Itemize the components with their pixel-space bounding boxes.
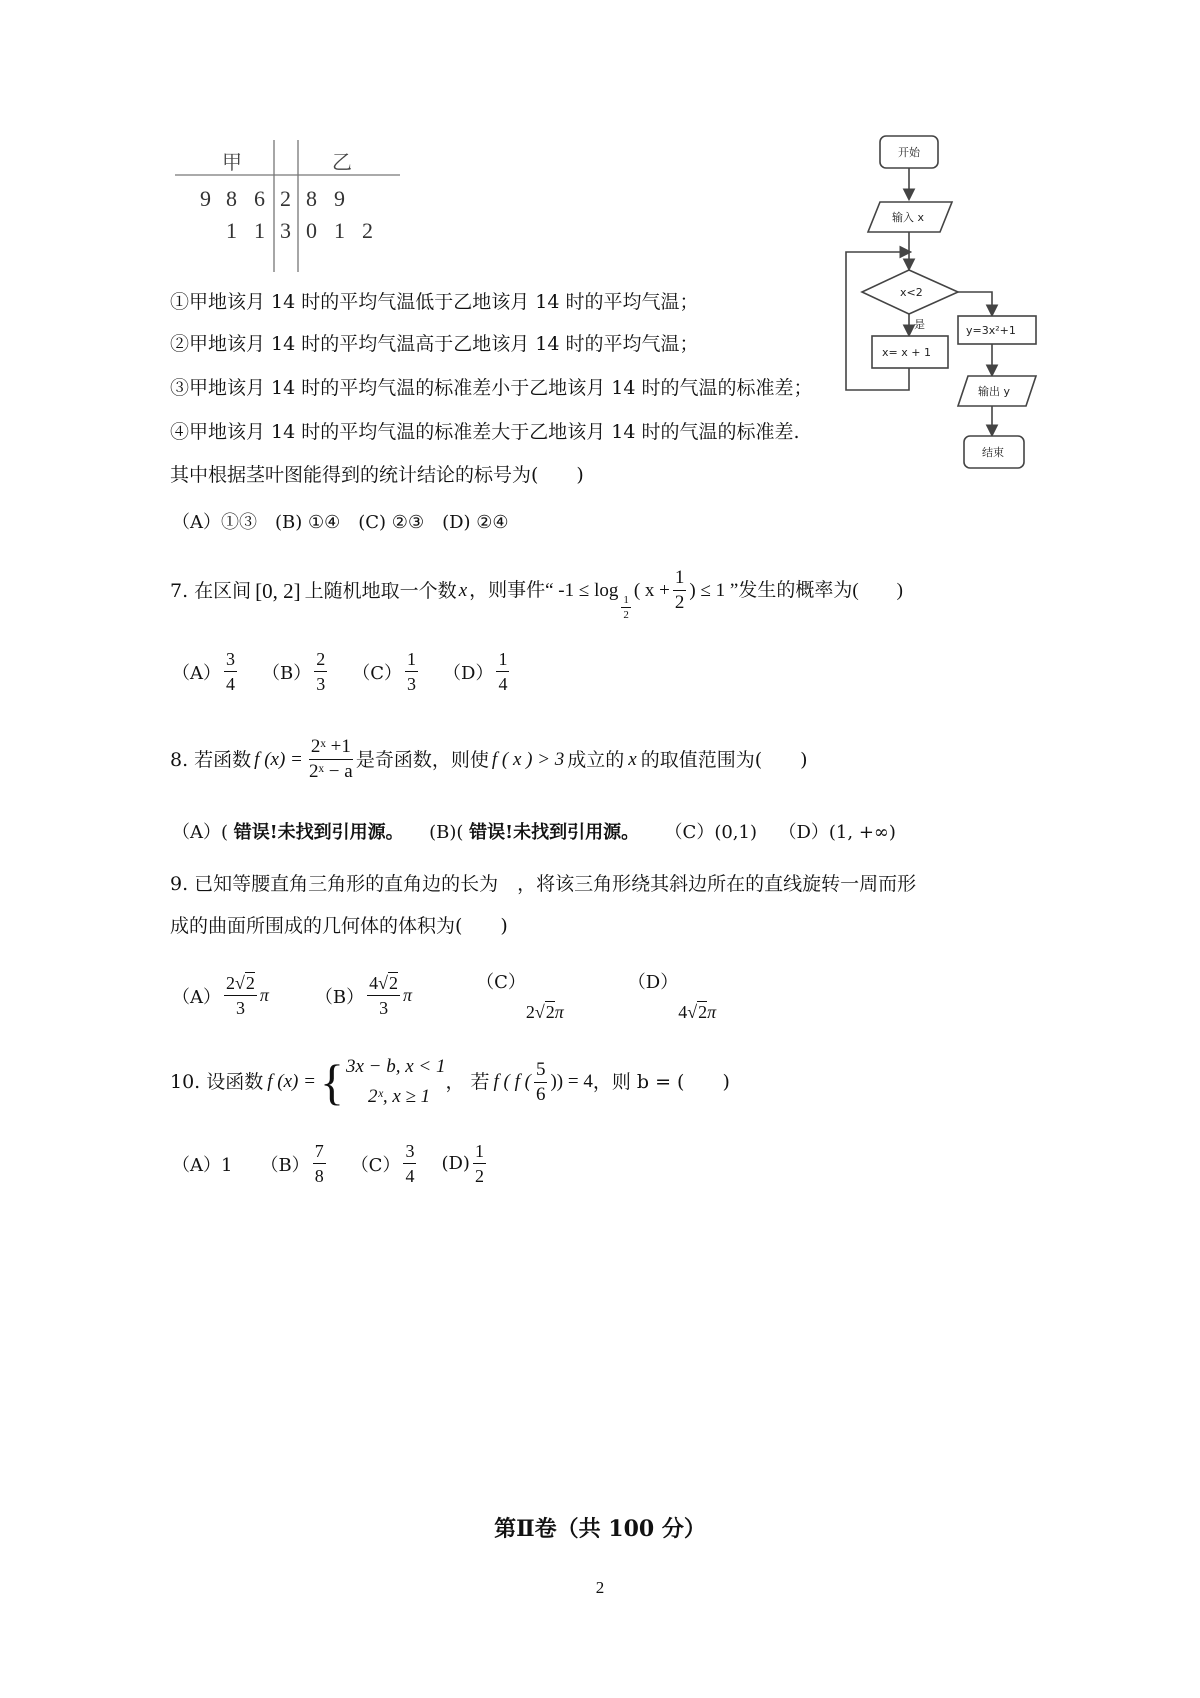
q8-question: [170, 736, 808, 783]
statement-4: ④甲地该月 14 时的平均气温的标准差大于乙地该月 14 时的气温的标准差.: [170, 421, 800, 443]
statement-2: ②甲地该月 14 时的平均气温高于乙地该月 14 时的平均气温；: [170, 333, 699, 355]
q7-option-a-den: 4: [226, 674, 235, 694]
q9-option-b-rad: 2: [389, 973, 399, 993]
q6-options: （A）①③ (B) ①④ (C) ②③ (D) ②④: [172, 512, 509, 533]
stem-leaf-header-left: 甲: [222, 150, 242, 174]
flowchart-yes-label: 是: [914, 318, 925, 331]
q9-option-a-label: （A）: [172, 986, 221, 1008]
q10-option-d-label: (D): [441, 1153, 470, 1174]
q9-option-d-label: （D）: [627, 972, 679, 993]
leaf-right: 8: [306, 186, 317, 211]
q9-option-b-frac: [367, 972, 400, 1019]
flowchart-input-label: 输入 x: [892, 211, 925, 224]
q7-half: [673, 567, 687, 614]
q8-mid: 是奇函数，则使: [355, 748, 489, 771]
q7-prefix: 7. 在区间: [170, 579, 252, 602]
q10-option-d-frac: [473, 1140, 486, 1187]
flowchart-end-label: 结束: [982, 446, 1004, 459]
q7-question: [170, 560, 903, 621]
leaf-right: 0: [306, 218, 317, 243]
q8-frac: [309, 736, 353, 783]
q6-prompt: 其中根据茎叶图能得到的统计结论的标号为( ): [170, 464, 584, 486]
q7-half-num: 1: [673, 567, 687, 591]
q10-option-c-den: 4: [405, 1166, 415, 1186]
q9-line-2: 成的曲面所围成的几何体的体积为( ): [170, 915, 508, 937]
q9-option-c-pi: π: [554, 1002, 564, 1022]
q7-option-c-frac: [405, 648, 418, 695]
q7-log-base-num: 1: [623, 594, 629, 606]
leaf-right: 9: [334, 186, 345, 211]
q9-option-a-coef: 2: [226, 973, 235, 993]
stem-value: 2: [280, 186, 291, 211]
flowchart: [840, 128, 1060, 518]
q9-option-b-coef: 4: [369, 973, 379, 993]
leaf-right: 1: [334, 218, 345, 243]
q8-den: 2ˣ − a: [309, 761, 353, 782]
q7-option-c-den: 3: [407, 674, 417, 694]
q10-case-2: 2ˣ, x ≥ 1: [367, 1086, 431, 1107]
q9-option-d-coef: 4: [678, 1002, 688, 1022]
q8-var: x: [628, 748, 637, 770]
q8-cond: f ( x ) > 3: [491, 748, 565, 770]
q10-option-c-label: （C）: [350, 1154, 401, 1176]
q10-question: [170, 1052, 730, 1112]
q7-option-c-label: （C）: [352, 662, 403, 684]
q7-interval: [0, 2]: [255, 578, 301, 603]
leaf-left: 9: [200, 186, 211, 211]
q8-option-c: （C）(0,1): [664, 822, 757, 843]
q9-option-d-pi: π: [707, 1002, 717, 1022]
q10-cond-frac: [534, 1059, 548, 1106]
q10-fx: f (x) =: [267, 1071, 316, 1092]
q9-line-1: 9. 已知等腰直角三角形的直角边的长为 ，将该三角形绕其斜边所在的直线旋转一周而形: [170, 873, 917, 895]
q7-option-a-frac: [224, 648, 237, 695]
q10-option-a: （A）1: [172, 1154, 233, 1176]
q9-option-c-value: 2√2π: [525, 1002, 564, 1022]
q9-option-c-rad: 2: [545, 1002, 555, 1022]
q10-suffix: ，则 b = ( ): [592, 1071, 730, 1093]
q8-num: 2ˣ +1: [309, 736, 353, 760]
section-title: 第Ⅱ卷（共 100 分）: [494, 1516, 706, 1542]
q8-options: [172, 818, 896, 844]
q10-cond-num: 5: [534, 1059, 548, 1083]
q9-option-b-pi: π: [403, 985, 413, 1005]
q8-prefix: 8. 若函数: [170, 748, 252, 771]
q7-options: [172, 648, 512, 695]
q10-option-d-den: 2: [474, 1166, 484, 1186]
q7-option-d-frac: [496, 648, 509, 695]
q10-option-b-num: 7: [313, 1140, 326, 1164]
q10-option-b-label: （B）: [260, 1154, 310, 1176]
q7-event-post: ) ≤ 1 ”发生的概率为( ): [689, 579, 903, 601]
q7-log-base-den: 2: [623, 609, 629, 621]
q7-option-b-den: 3: [316, 674, 326, 694]
q8-option-b-error: 错误!未找到引用源。: [469, 822, 640, 843]
q9-option-a-den: 3: [235, 998, 245, 1018]
q10-options: [172, 1140, 489, 1187]
q9-option-b-num: 4√2: [367, 972, 400, 996]
q10-brace: {: [319, 1054, 344, 1110]
flowchart-increment-label: x= x + 1: [882, 346, 931, 359]
leaf-left: 8: [226, 186, 237, 211]
q10-option-d-num: 1: [473, 1140, 486, 1164]
q9-options: [172, 968, 716, 1023]
q9-option-a-num: 2√2: [224, 972, 257, 996]
q7-option-d-den: 4: [498, 674, 508, 694]
q7-half-den: 2: [674, 592, 685, 613]
stem-leaf-plot: [170, 130, 410, 280]
q7-log-base: [621, 594, 631, 621]
q8-mid2: 成立的: [567, 748, 625, 771]
q8-suffix: 的取值范围为( ): [640, 748, 808, 771]
q9-option-d-rad: 2: [698, 1002, 708, 1022]
q7-option-c-num: 1: [405, 648, 418, 672]
q8-option-b-label: (B)(: [429, 822, 464, 843]
statement-1: ①甲地该月 14 时的平均气温低于乙地该月 14 时的平均气温；: [170, 291, 699, 313]
flowchart-condition-label: x<2: [900, 286, 923, 299]
q7-arg-pre: ( x +: [633, 579, 670, 601]
q7-option-a-label: （A）: [172, 662, 221, 684]
q7-var: x: [458, 579, 468, 601]
q9-option-d-value: 4√2π: [678, 1002, 717, 1022]
q7-option-b-label: （B）: [262, 662, 312, 684]
q10-cases: [346, 1052, 446, 1112]
q7-option-d-label: （D）: [443, 662, 494, 684]
q9-option-b-label: （B）: [314, 986, 365, 1008]
q8-fx: f (x) =: [254, 748, 303, 770]
q10-mid: ， 若: [445, 1071, 490, 1093]
q8-option-a-label: （A）(: [172, 822, 229, 843]
q7-option-d-num: 1: [496, 648, 509, 672]
statement-3: ③甲地该月 14 时的平均气温的标准差小于乙地该月 14 时的气温的标准差；: [170, 377, 813, 399]
flowchart-formula-label: y=3x²+1: [966, 324, 1016, 337]
q7-middle: 上随机地取一个数: [304, 579, 457, 602]
stem-value: 3: [280, 218, 291, 243]
q10-option-c-frac: [403, 1140, 416, 1187]
q9-option-b-den: 3: [379, 998, 389, 1018]
q7-option-b-num: 2: [314, 648, 327, 672]
q10-option-b-den: 8: [314, 1166, 324, 1186]
leaf-left: 1: [226, 218, 237, 243]
flowchart-start-label: 开始: [898, 146, 920, 159]
q10-option-b-frac: [313, 1140, 326, 1187]
leaf-left: 6: [254, 186, 265, 211]
stem-leaf-header-right: 乙: [332, 150, 352, 174]
q8-option-d: （D）(1, +∞): [778, 822, 896, 843]
q10-cond-post: )) = 4: [550, 1071, 593, 1092]
q10-cond-pre: f ( f (: [493, 1071, 531, 1092]
q9-option-a-frac: [224, 972, 257, 1019]
q9-option-c-label: （C）: [476, 972, 526, 993]
q10-case-1: 3x − b, x < 1: [345, 1056, 446, 1077]
q10-cond-den: 6: [535, 1083, 546, 1105]
q9-option-a-rad: 2: [245, 973, 255, 993]
q7-option-b-frac: [314, 648, 327, 695]
flowchart-output-label: 输出 y: [978, 385, 1011, 398]
leaf-left: 1: [254, 218, 265, 243]
q7-event-pre: ，则事件“ -1 ≤ log: [469, 579, 619, 601]
leaf-right: 2: [362, 218, 373, 243]
q10-prefix: 10. 设函数: [170, 1071, 264, 1093]
q8-option-a-error: 错误!未找到引用源。: [233, 822, 404, 843]
q7-option-a-num: 3: [224, 648, 237, 672]
q10-option-c-num: 3: [403, 1140, 416, 1164]
page-number: 2: [595, 1578, 605, 1597]
q9-option-c-coef: 2: [525, 1002, 535, 1022]
q9-option-a-pi: π: [259, 985, 269, 1005]
